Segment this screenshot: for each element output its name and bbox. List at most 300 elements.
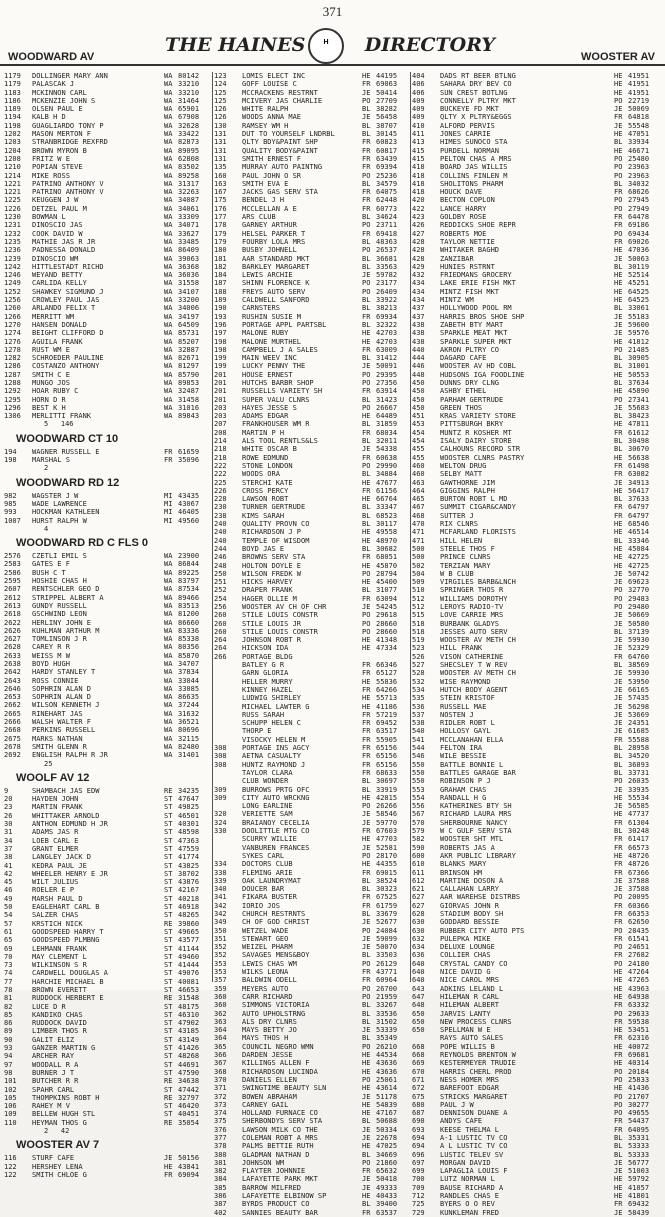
phone-number: 48726 — [628, 851, 650, 860]
listing-row — [4, 978, 212, 986]
listing-name: DOLLINGER MARY ANN — [32, 72, 108, 80]
listing-name: AKRON PLTRY CO — [440, 345, 500, 354]
phone-number: 55713 — [376, 694, 398, 703]
house-number: 2646 — [4, 684, 21, 693]
phone-number: 33934 — [628, 138, 650, 147]
phone-number: 28958 — [628, 744, 650, 753]
listing-name: WOOSTER CLNRS PASTRY — [440, 453, 525, 462]
listing-name: SAVAGES MENS&BOY — [242, 951, 310, 960]
house-number: 1286 — [4, 362, 21, 371]
listing-name: CARR RICHARD — [242, 992, 293, 1001]
phone-exchange: WA — [164, 593, 173, 602]
phone-number: 29480 — [628, 603, 650, 611]
phone-exchange: PO — [362, 279, 371, 288]
house-number: 2627 — [4, 635, 21, 644]
listing-name: KEUGGEN J W — [32, 196, 79, 205]
phone-exchange: BL — [362, 885, 371, 894]
phone-number: 50669 — [628, 611, 650, 620]
listing-name: SALZER CHAS — [32, 911, 79, 920]
phone-number: 42725 — [628, 553, 650, 562]
phone-number: 63082 — [628, 470, 650, 479]
phone-exchange: PO — [614, 395, 623, 404]
listing-row — [412, 1142, 662, 1150]
listing-name: DOCTORS CLUB — [242, 860, 293, 869]
listing-row — [214, 1001, 410, 1009]
phone-exchange: ST — [164, 927, 173, 936]
phone-number: 34884 — [376, 470, 398, 479]
listing-row — [214, 1126, 410, 1134]
phone-number: 33061 — [628, 304, 650, 313]
phone-exchange: PO — [362, 959, 371, 968]
listing-name: RUDDOCK DAVID — [32, 1019, 87, 1028]
phone-exchange: WA — [164, 130, 173, 139]
listing-row — [4, 80, 212, 88]
listing-row — [214, 1010, 410, 1018]
listing-row — [214, 902, 410, 910]
listing-name: ZANZIBAR — [440, 254, 474, 263]
house-number: 373 — [214, 1100, 227, 1109]
phone-exchange: ST — [164, 869, 173, 878]
phone-number: 50334 — [376, 1125, 398, 1134]
phone-number: 38702 — [178, 869, 200, 878]
phone-number: 63009 — [376, 345, 398, 354]
listing-row — [214, 130, 410, 138]
house-number: 98 — [4, 1068, 13, 1077]
phone-exchange: WA — [164, 121, 173, 130]
listing-name: W C GULF SERV STA — [440, 827, 512, 836]
phone-number: 53333 — [628, 1142, 650, 1151]
house-number: 420 — [412, 196, 425, 205]
listing-name: BRAIANOY CECELIA — [242, 818, 310, 827]
house-number: 222 — [214, 461, 227, 470]
phone-exchange: RE — [164, 1118, 173, 1127]
phone-exchange: BL — [614, 827, 623, 836]
house-number: 106 — [4, 1102, 17, 1111]
listing-row — [214, 1059, 410, 1067]
phone-exchange: BL — [614, 304, 623, 313]
listing-row — [214, 744, 410, 752]
listing-row — [412, 437, 662, 445]
house-number: 363 — [214, 1017, 227, 1026]
house-number: 2576 — [4, 552, 21, 561]
house-number: 351 — [214, 934, 227, 943]
phone-number: 30697 — [376, 777, 398, 786]
house-number: 640 — [412, 968, 425, 977]
phone-number: 48726 — [628, 860, 650, 869]
listing-row — [4, 329, 212, 337]
house-number: 579 — [412, 827, 425, 836]
house-number: 77 — [4, 977, 13, 986]
listing-row — [214, 860, 410, 868]
listing-name: BOYD JAS E — [242, 544, 285, 553]
house-number: 86 — [4, 1019, 13, 1028]
phone-exchange: BL — [362, 320, 371, 329]
phone-number: 37139 — [628, 627, 650, 636]
listing-name: HERLINY JOHN E — [32, 618, 92, 627]
listing-row — [214, 354, 410, 362]
listing-name: RICHARDSON LUCINDA — [242, 1067, 318, 1076]
listing-row — [412, 620, 662, 628]
house-number: 61 — [4, 927, 13, 936]
listing-name: MIKE ROSS — [32, 171, 70, 180]
phone-number: 50688 — [376, 1117, 398, 1126]
house-number: 190 — [214, 304, 227, 313]
phone-number: 69418 — [376, 229, 398, 238]
phone-number: 49665 — [178, 927, 200, 936]
listing-row — [4, 371, 212, 379]
phone-number: 33935 — [628, 785, 650, 794]
listing-name: PRINCE CLNRS — [440, 553, 491, 562]
phone-number: 47737 — [628, 810, 650, 819]
house-number — [214, 777, 242, 785]
phone-number: 87534 — [178, 585, 200, 594]
house-number: 2666 — [4, 718, 21, 727]
column-divider — [410, 72, 411, 982]
listing-row — [214, 844, 410, 852]
phone-exchange: WA — [164, 552, 173, 561]
listing-name: CALLAHAN LARRY — [440, 885, 500, 894]
house-number: 376 — [214, 1125, 227, 1134]
house-number: 418 — [412, 188, 425, 197]
listing-name: WHITE OSCAR B — [242, 445, 297, 454]
phone-exchange: PO — [362, 619, 371, 628]
house-number: 37 — [4, 844, 13, 853]
listing-row — [4, 1069, 212, 1077]
house-number: 228 — [214, 495, 227, 504]
listing-name: WOOSTER AV METH CH — [440, 669, 516, 678]
phone-exchange: FR — [614, 868, 623, 877]
phone-exchange: BL — [362, 304, 371, 313]
phone-number: 83797 — [178, 577, 200, 586]
phone-exchange: PO — [614, 959, 623, 968]
listing-name: KEESE THELMA L — [440, 1125, 500, 1134]
listing-name: SMITH C E — [32, 370, 70, 379]
listing-name: HURST RALPH W — [32, 516, 87, 525]
listing-name: CALHOUNS RECORD STR — [440, 445, 521, 454]
house-number: 260 — [214, 627, 227, 636]
listing-row — [4, 602, 212, 610]
listing-row — [4, 853, 212, 861]
listing-name: POPE WILLIS B — [440, 1042, 495, 1051]
house-number: 182 — [214, 262, 227, 271]
phone-number: 33347 — [376, 503, 398, 512]
phone-exchange: ST — [164, 985, 173, 994]
listing-name: PURDELL NORMAN — [440, 146, 500, 155]
phone-exchange: BL — [362, 1034, 371, 1043]
phone-exchange: WA — [164, 395, 173, 404]
phone-exchange: FR — [362, 685, 371, 694]
phone-number: 31558 — [178, 279, 200, 288]
phone-exchange: PO — [614, 229, 623, 238]
phone-exchange: JE — [614, 876, 623, 885]
phone-number: 49558 — [376, 528, 398, 537]
phone-exchange: PO — [362, 984, 371, 993]
phone-exchange: BL — [362, 1017, 371, 1026]
phone-number: 30323 — [376, 885, 398, 894]
listing-row — [412, 1093, 662, 1101]
phone-number: 41426 — [178, 1044, 200, 1053]
phone-exchange: JE — [614, 403, 623, 412]
listing-name: COOK DAVID W — [32, 229, 83, 238]
house-number: 411 — [412, 130, 425, 139]
listing-name: FRIEDMANS GROCERY — [440, 271, 512, 280]
listing-row — [214, 172, 410, 180]
listing-name: AKR PUBLIC LIBRARY — [440, 851, 516, 860]
listing-row — [4, 862, 212, 870]
phone-exchange: HE — [614, 246, 623, 255]
listing-name: MUNGO JOS — [32, 378, 70, 387]
phone-number: 26700 — [376, 984, 398, 993]
house-number: 468 — [412, 511, 425, 520]
listing-row — [214, 1151, 410, 1159]
phone-exchange: HE — [614, 72, 623, 80]
phone-number: 57435 — [628, 694, 650, 703]
listing-row — [214, 1117, 410, 1125]
phone-exchange: WA — [164, 138, 173, 147]
listing-name: WILKINSON S R — [32, 961, 87, 970]
house-number — [214, 769, 242, 777]
listing-row — [412, 943, 662, 951]
phone-exchange: BL — [362, 951, 371, 960]
listing-name: GSCHWIND LEON — [32, 610, 87, 619]
phone-exchange: PO — [614, 196, 623, 205]
phone-number: 38423 — [628, 412, 650, 421]
listing-row — [214, 72, 410, 80]
listing-name: LANGLEY JACK D — [32, 853, 92, 862]
listing-name: CRYSTAL CANDY CO — [440, 959, 508, 968]
listing-row — [412, 537, 662, 545]
phone-exchange: WA — [164, 296, 173, 305]
listing-row — [4, 456, 212, 464]
phone-number: 34032 — [628, 179, 650, 188]
house-number: 342 — [214, 901, 227, 910]
house-number: 694 — [412, 1142, 425, 1151]
phone-number: 35331 — [628, 1134, 650, 1142]
listing-row — [412, 512, 662, 520]
house-number: 440 — [412, 345, 425, 354]
listing-row — [412, 736, 662, 744]
listing-row — [214, 869, 410, 877]
phone-number: 23711 — [376, 221, 398, 230]
phone-exchange: HE — [362, 329, 371, 338]
phone-number: 55183 — [628, 312, 650, 321]
house-number: 2626 — [4, 626, 21, 635]
phone-exchange: FR — [614, 221, 623, 230]
house-number: 544 — [412, 744, 425, 753]
listing-row — [412, 1175, 662, 1183]
house-number: 1189 — [4, 105, 21, 114]
listing-row — [412, 429, 662, 437]
phone-exchange: JE — [362, 1092, 371, 1101]
listing-row — [412, 147, 662, 155]
house-number: 254 — [214, 594, 227, 603]
phone-exchange: WA — [164, 709, 173, 718]
listing-name: MCIVERY JAS CHARLIE — [242, 96, 323, 105]
listing-name: GARNEY ARTHUR — [242, 221, 297, 230]
house-number — [214, 736, 242, 744]
listing-row — [412, 412, 662, 420]
house-number: 380 — [214, 1150, 227, 1159]
phone-exchange: HE — [614, 486, 623, 495]
listing-row — [4, 508, 212, 516]
listing-name: KUHLMAN ARTHUR M — [32, 626, 100, 635]
listing-row — [214, 1200, 410, 1208]
listing-name: PORTAGE INS AGCY — [242, 744, 310, 753]
house-number: 729 — [412, 1208, 425, 1217]
listing-name: MASON MERTON F — [32, 130, 92, 139]
house-number: 640 — [412, 976, 425, 985]
phone-exchange: ST — [164, 828, 173, 837]
phone-number: 43067 — [178, 499, 200, 508]
phone-number: 37634 — [628, 378, 650, 387]
phone-exchange: HE — [362, 1109, 371, 1118]
house-number: 437 — [412, 304, 425, 313]
house-number: 526 — [412, 652, 425, 661]
listing-row — [4, 246, 212, 254]
house-number: 370 — [214, 1075, 227, 1084]
phone-number: 65156 — [376, 752, 398, 761]
phone-exchange: BL — [614, 752, 623, 761]
house-number: 381 — [214, 1158, 227, 1167]
page-header — [0, 22, 665, 72]
house-number: 725 — [412, 1200, 425, 1209]
phone-number: 34624 — [376, 213, 398, 222]
house-number: 372 — [214, 1092, 227, 1101]
phone-number: 34669 — [376, 1150, 398, 1159]
house-number: 670 — [412, 1067, 425, 1076]
house-number: 238 — [214, 511, 227, 520]
phone-number: 48175 — [178, 1002, 200, 1011]
listing-row — [214, 603, 410, 611]
phone-exchange: ST — [164, 894, 173, 903]
house-number: 600 — [412, 851, 425, 860]
house-number: 535 — [412, 694, 425, 703]
phone-exchange: WA — [164, 403, 173, 412]
phone-exchange: ST — [164, 1052, 173, 1061]
listing-row — [214, 810, 410, 818]
listing-row — [4, 619, 212, 627]
listing-name: LUDWIG SHIRLEY — [242, 694, 302, 703]
listing-row — [214, 578, 410, 586]
phone-exchange: JE — [362, 1183, 371, 1192]
phone-exchange: PO — [614, 893, 623, 902]
house-number: 1296 — [4, 403, 21, 412]
listing-name: LAWSON MILK CO THE — [242, 1125, 318, 1134]
phone-number: 33422 — [178, 130, 200, 139]
listing-name: SUMMIT CIGAR&CANDY — [440, 503, 516, 512]
listing-name: THORP E — [242, 727, 272, 736]
listing-row — [412, 230, 662, 238]
phone-number: 22719 — [628, 96, 650, 105]
listing-name: POPIAN STEVE — [32, 163, 83, 172]
listing-row — [4, 188, 212, 196]
house-number: 360 — [214, 1001, 227, 1010]
phone-exchange: BL — [362, 262, 371, 271]
house-number: 409 — [412, 113, 425, 122]
listing-row — [214, 644, 410, 652]
listing-name: SCHROEDER PAULINE — [32, 354, 104, 363]
listing-name: AUTO UPHOLSTRNG — [242, 1009, 306, 1018]
masthead-title-left: THE HAINES — [165, 34, 306, 56]
phone-exchange: WA — [164, 163, 173, 172]
phone-number: 42703 — [376, 337, 398, 346]
phone-exchange: FR — [362, 827, 371, 836]
listing-name: GUNDY RUSSELL — [32, 601, 87, 610]
phone-exchange: ST — [164, 936, 173, 945]
listing-name: SHERBOURNE NANCY — [440, 818, 508, 827]
listing-row — [412, 694, 662, 702]
house-number: 81 — [4, 994, 13, 1003]
phone-number: 21860 — [376, 1158, 398, 1167]
phone-number: 41144 — [178, 944, 200, 953]
listing-name: HERSHEY LENA — [32, 1162, 83, 1171]
listing-name: BRINSON HM — [440, 868, 483, 877]
house-number: 540 — [412, 727, 425, 736]
listing-row — [412, 304, 662, 312]
phone-number: 42703 — [376, 329, 398, 338]
phone-exchange: ST — [164, 803, 173, 812]
phone-number: 46310 — [178, 1010, 200, 1019]
house-number: 1306 — [4, 412, 21, 421]
phone-number: 85870 — [178, 651, 200, 660]
listing-row — [214, 877, 410, 885]
house-number: 240 — [214, 520, 227, 529]
listing-name: TAYLOR CLARA — [242, 768, 293, 777]
listing-row — [412, 1209, 662, 1217]
phone-exchange: PO — [614, 1075, 623, 1084]
listing-row — [412, 545, 662, 553]
phone-exchange: FR — [614, 113, 623, 122]
listing-name: WHITAKER BAGHD — [440, 246, 500, 255]
listing-row — [412, 155, 662, 163]
listing-name: WISE RAYMOND — [440, 677, 491, 686]
house-number: 1186 — [4, 96, 21, 105]
house-number: 1231 — [4, 221, 21, 230]
phone-number: 39860 — [178, 919, 200, 928]
listing-name: HUTCH BODY AGENT — [440, 685, 508, 694]
phone-number: 59930 — [628, 669, 650, 678]
listing-row — [214, 669, 410, 677]
phone-exchange: PO — [362, 992, 371, 1001]
listing-row — [214, 338, 410, 346]
phone-number: 86635 — [178, 693, 200, 702]
listing-name: SPRINGER THOS R — [440, 586, 504, 595]
house-number: 413 — [412, 138, 425, 147]
house-number: 438 — [412, 320, 425, 329]
listing-name: GAWTHORNE JIM — [440, 478, 495, 487]
phone-number: 40218 — [178, 894, 200, 903]
listing-name: NEW PROCESS CLNRS — [440, 1017, 512, 1026]
phone-exchange: HE — [362, 677, 371, 686]
phone-exchange: RE — [164, 786, 173, 795]
house-number: 201 — [214, 378, 227, 387]
house-number: 240 — [214, 536, 227, 545]
listing-row — [214, 97, 410, 105]
house-number — [214, 719, 242, 727]
listing-row — [214, 420, 410, 428]
listing-row — [412, 570, 662, 578]
house-number: 510 — [412, 586, 425, 595]
listing-row — [412, 902, 662, 910]
listing-row — [214, 279, 410, 287]
listing-row — [412, 205, 662, 213]
listing-name: WEYAND BETTY — [32, 271, 83, 280]
house-number: 85 — [4, 1010, 13, 1019]
phone-number: 34197 — [178, 312, 200, 321]
phone-exchange: ST — [164, 1010, 173, 1019]
house-number: 386 — [214, 1192, 227, 1201]
phone-number: 31317 — [178, 179, 200, 188]
